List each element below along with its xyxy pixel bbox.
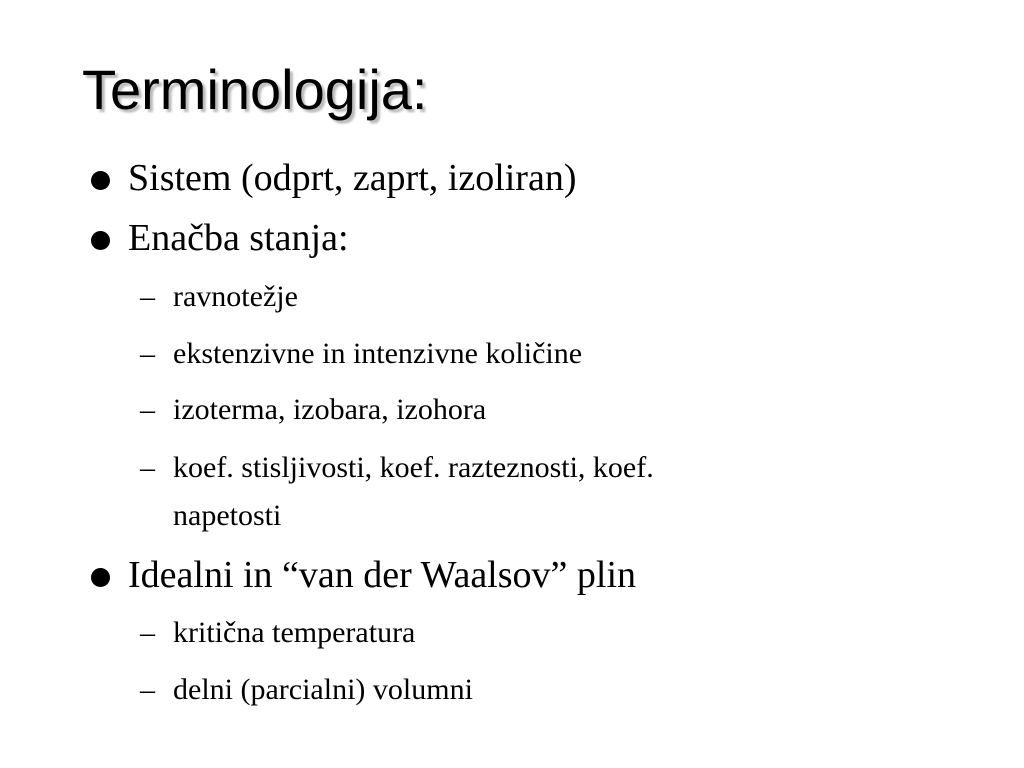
dash-icon: – <box>140 280 155 313</box>
bullet-dot-icon <box>91 171 110 190</box>
sub-bullet-text: ravnotežje <box>173 280 298 313</box>
bullet-text: Sistem (odprt, zaprt, izoliran) <box>128 157 577 199</box>
sub-bullet-text: izoterma, izobara, izohora <box>173 393 487 426</box>
sub-bullet-text: delni (parcialni) volumni <box>173 673 473 706</box>
slide-title: Terminologija: <box>82 58 428 121</box>
dash-icon: – <box>140 673 155 706</box>
dash-icon: – <box>140 451 155 484</box>
bullet-text: Idealni in “van der Waalsov” plin <box>128 554 637 596</box>
dash-icon: – <box>140 393 155 426</box>
bullet-dot-icon <box>91 568 110 587</box>
sub-bullet-text: napetosti <box>173 499 282 532</box>
sub-bullet-text: ekstenzivne in intenzivne količine <box>173 337 583 370</box>
bullet-dot-icon <box>91 231 110 250</box>
dash-icon: – <box>140 616 155 649</box>
bullet-text: Enačba stanja: <box>128 217 349 259</box>
sub-bullet-text: kritična temperatura <box>173 616 416 649</box>
dash-icon: – <box>140 337 155 370</box>
sub-bullet-text: koef. stisljivosti, koef. razteznosti, koef. <box>173 451 654 484</box>
